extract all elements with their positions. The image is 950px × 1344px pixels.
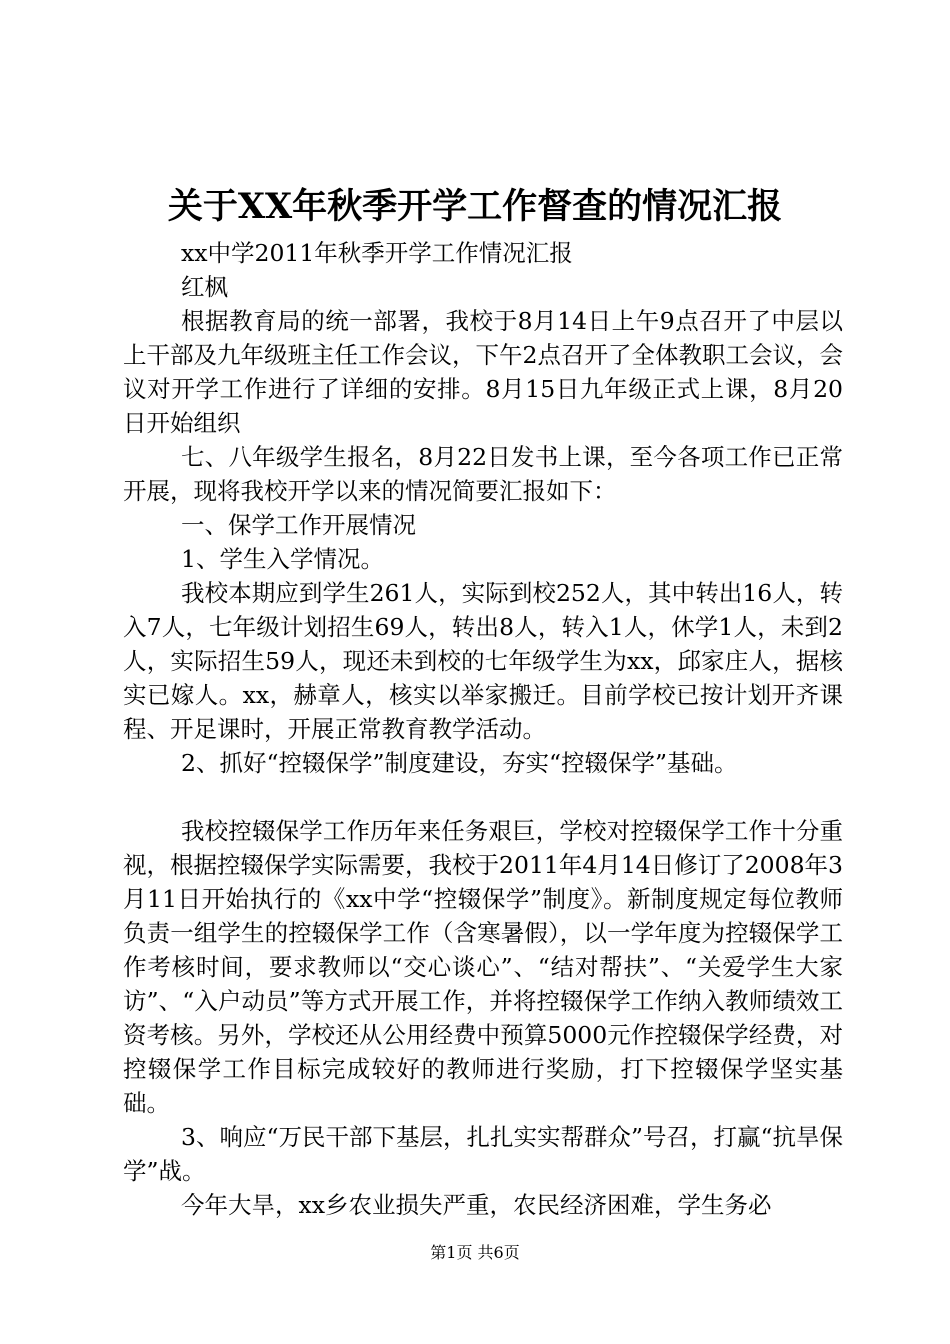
paragraph: 根据教育局的统一部署，我校于8月14日上午9点召开了中层以上干部及九年级班主任工作会议，下午2点召开了全体教职工会议，会议对开学工作进行了详细的安排。8月15日九年级正式上课，8月20日开始组织 [123, 307, 843, 437]
paragraph-author: 红枫 [181, 273, 228, 301]
document-body [123, 236, 843, 1222]
paragraph: 今年大旱，xx乡农业损失严重，农民经济困难，学生务必 [181, 1191, 772, 1219]
subsection-heading: 3、响应“万民干部下基层，扎扎实实帮群众”号召，打赢“抗旱保学”战。 [123, 1123, 843, 1185]
paragraph: 我校本期应到学生261人，实际到校252人，其中转出16人，转入7人，七年级计划招生69人，转出8人，转入1人，休学1人，未到2人，实际招生59人，现还未到校的七年级学生为xx，邱家庄人，据核实已嫁人。xx，赫章人，核实以举家搬迁。目前学校已按计划开齐课程、开足课时，开展正常教育教学活动。 [123, 579, 843, 743]
page-number-footer: 第1页 共6页 [430, 1243, 520, 1262]
document-title: 关于XX年秋季开学工作督查的情况汇报 [167, 186, 783, 227]
paragraph: 七、八年级学生报名，8月22日发书上课，至今各项工作已正常开展，现将我校开学以来的情况简要汇报如下： [123, 443, 843, 505]
paragraph-subtitle: xx中学2011年秋季开学工作情况汇报 [181, 239, 573, 267]
subsection-heading: 1、学生入学情况。 [181, 545, 384, 573]
paragraph: 我校控辍保学工作历年来任务艰巨，学校对控辍保学工作十分重视，根据控辍保学实际需要，我校于2011年4月14日修订了2008年3月11日开始执行的《xx中学“控辍保学”制度》。新制度规定每位教师负责一组学生的控辍保学工作（含寒暑假），以一学年度为控辍保学工作考核时间，要求教师以“交心谈心”、“结对帮扶”、“关爱学生大家访”、“入户动员”等方式开展工作，并将控辍保学工作纳入教师绩效工资考核。另外，学校还从公用经费中预算5000元作控辍保学经费，对控辍保学工作目标完成较好的教师进行奖励，打下控辍保学坚实基础。 [123, 817, 843, 1117]
subsection-heading: 2、抓好“控辍保学”制度建设，夯实“控辍保学”基础。 [181, 749, 738, 777]
section-heading: 一、保学工作开展情况 [181, 511, 416, 539]
